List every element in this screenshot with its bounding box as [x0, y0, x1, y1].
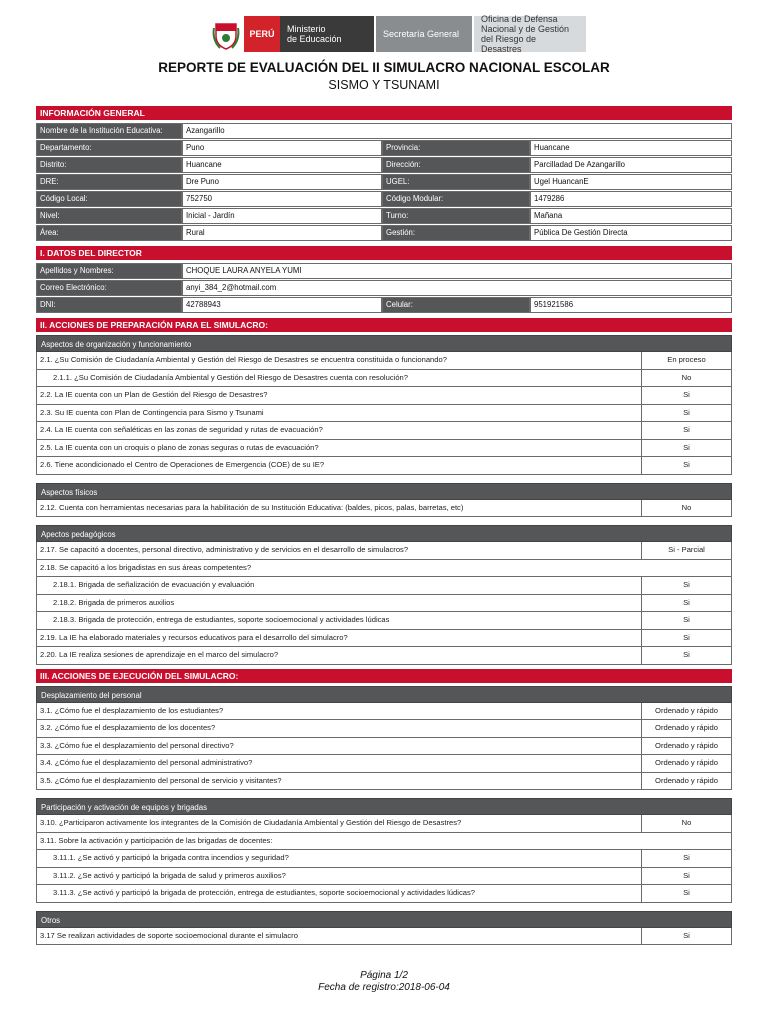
field-label: Código Local: — [36, 191, 182, 207]
answer-value: Si — [641, 850, 731, 867]
question-text: 3.3. ¿Cómo fue el desplazamiento del personal directivo? — [40, 740, 234, 750]
director-row-dni — [36, 297, 732, 313]
field-value: Puno — [182, 140, 382, 156]
field-value: Huancane — [182, 157, 382, 173]
question-row — [36, 720, 732, 738]
question-row — [36, 850, 732, 868]
question-row — [36, 738, 732, 756]
field-value: Dre Puno — [182, 174, 382, 190]
question-text: 2.6. Tiene acondicionado el Centro de Operaciones de Emergencia (COE) de su IE? — [40, 460, 325, 469]
answer-value: Si — [641, 630, 731, 647]
answer-value: Si - Parcial — [641, 542, 731, 559]
field-value: Inicial - Jardín — [182, 208, 382, 224]
section-heading-director: I. DATOS DEL DIRECTOR — [36, 246, 732, 260]
report-subtitle: SISMO Y TSUNAMI — [328, 78, 440, 92]
question-text: 3.1. ¿Cómo fue el desplazamiento de los estudiantes? — [40, 705, 224, 715]
field-value: 752750 — [182, 191, 382, 207]
subsection-heading: Otros — [36, 911, 732, 928]
question-text: 3.2. ¿Cómo fue el desplazamiento de los docentes? — [40, 723, 216, 732]
field-label: DNI: — [36, 297, 182, 313]
report-title: REPORTE DE EVALUACIÓN DEL II SIMULACRO NACIONAL ESCOLAR — [158, 60, 610, 75]
block-fis — [36, 483, 732, 518]
field-value: Pública De Gestión Directa — [530, 225, 732, 241]
question-row — [36, 422, 732, 440]
question-text: 3.10. ¿Participaron activamente los integrantes de la Comisión de Ciudadanía Ambiental y Gestión del Riesgo de Desastres? — [40, 818, 462, 827]
subsection-heading: Desplazamiento del personal — [36, 686, 732, 703]
question-text: 2.18.3. Brigada de protección, entrega de estudiantes, soporte socioemocional y actividades lúdicas — [53, 615, 390, 624]
subsection-heading: Aspectos de organización y funcionamiento — [36, 335, 732, 352]
question-text: 2.19. La IE ha elaborado materiales y recursos educativos para el desarrollo del simulacro? — [40, 632, 348, 642]
question-row — [36, 868, 732, 886]
director-row-email — [36, 280, 732, 296]
field-value: Huancane — [530, 140, 732, 156]
subsection-heading: Participación y activación de equipos y brigadas — [36, 798, 732, 815]
section-heading-exec: III. ACCIONES DE EJECUCIÓN DEL SIMULACRO: — [36, 669, 732, 683]
question-text: 2.20. La IE realiza sesiones de aprendizaje en el marco del simulacro? — [40, 650, 279, 659]
answer-value: Si — [641, 868, 731, 885]
answer-value: Si — [641, 577, 731, 594]
block-otros — [36, 911, 732, 946]
answer-value: No — [641, 370, 731, 387]
answer-value: Ordenado y rápido — [641, 703, 731, 720]
coat-of-arms-icon — [208, 16, 244, 52]
answer-value: Si — [641, 422, 731, 439]
registration-date: Fecha de registro:2018-06-04 — [318, 981, 450, 993]
question-row — [36, 815, 732, 833]
question-row — [36, 352, 732, 370]
section-heading-prep: II. ACCIONES DE PREPARACIÓN PARA EL SIMULACRO: — [36, 318, 732, 332]
question-row — [36, 595, 732, 613]
question-text: 2.1.1. ¿Su Comisión de Ciudadanía Ambiental y Gestión del Riesgo de Desastres cuenta con resolución? — [53, 372, 409, 382]
field-value: 1479286 — [530, 191, 732, 207]
question-text: 2.3. Su IE cuenta con Plan de Contingencia para Sismo y Tsunami — [40, 407, 264, 417]
answer-value: Si — [641, 647, 731, 664]
answer-value: No — [641, 815, 731, 832]
page-number: Página 1/2 — [360, 970, 408, 981]
question-text: 3.11. Sobre la activación y participación de las brigadas de docentes: — [40, 835, 273, 845]
info-row — [36, 140, 732, 156]
field-value: 951921586 — [530, 297, 732, 313]
answer-value: Si — [641, 440, 731, 457]
question-text: 3.11.3. ¿Se activó y participó la brigada de protección, entrega de estudiantes, soporte socioemocional y actividades lúdicas? — [53, 888, 475, 897]
field-label: Correo Electrónico: — [36, 280, 182, 296]
answer-value: En proceso — [641, 352, 731, 369]
answer-value: Si — [641, 457, 731, 474]
question-text: 2.4. La IE cuenta con señaléticas en las zonas de seguridad y rutas de evacuación? — [40, 425, 323, 434]
section-heading-info: INFORMACIÓN GENERAL — [36, 106, 732, 120]
subsection-heading: Apectos pedagógicos — [36, 525, 732, 542]
field-label: Departamento: — [36, 140, 182, 156]
field-label: Dirección: — [382, 157, 530, 173]
info-row — [36, 208, 732, 224]
question-row — [36, 560, 732, 578]
ministerio-logo: Ministerio de Educación — [280, 16, 374, 52]
field-value: Azangarillo — [182, 123, 732, 139]
question-row — [36, 612, 732, 630]
field-value: 42788943 — [182, 297, 382, 313]
question-text: 3.4. ¿Cómo fue el desplazamiento del personal administrativo? — [40, 758, 253, 767]
question-text: 2.18.1. Brigada de señalización de evacuación y evaluación — [53, 580, 255, 589]
field-label: Turno: — [382, 208, 530, 224]
field-value: anyi_384_2@hotmail.com — [182, 280, 732, 296]
page-footer — [0, 970, 768, 993]
field-label: Nombre de la Institución Educativa: — [36, 123, 182, 139]
field-value: Ugel HuancanE — [530, 174, 732, 190]
odenaged-logo: Oficina de Defensa Nacional y de Gestión del Riesgo de Desastres — [474, 16, 586, 52]
info-rows — [36, 140, 732, 241]
question-row — [36, 885, 732, 903]
answer-value: Si — [641, 595, 731, 612]
question-row — [36, 928, 732, 946]
answer-value: Si — [641, 612, 731, 629]
question-row — [36, 387, 732, 405]
question-text: 3.5. ¿Cómo fue el desplazamiento del personal de servicio y visitantes? — [40, 775, 282, 785]
block-desp — [36, 686, 732, 791]
subsection-heading: Aspectos físicos — [36, 483, 732, 500]
block-ped — [36, 525, 732, 665]
question-row — [36, 630, 732, 648]
answer-value: Ordenado y rápido — [641, 773, 731, 790]
block-part — [36, 798, 732, 903]
field-label: DRE: — [36, 174, 182, 190]
question-text: 2.18. Se capacitó a los brigadistas en sus áreas competentes? — [40, 562, 252, 572]
field-label: Provincia: — [382, 140, 530, 156]
field-label: Celular: — [382, 297, 530, 313]
field-value: CHOQUE LAURA ANYELA YUMI — [182, 263, 732, 279]
question-row — [36, 440, 732, 458]
answer-value: Si — [641, 405, 731, 422]
question-text: 3.11.2. ¿Se activó y participó la brigada de salud y primeros auxilios? — [53, 870, 286, 880]
answer-value: Ordenado y rápido — [641, 755, 731, 772]
field-label: Nivel: — [36, 208, 182, 224]
field-label: Código Modular: — [382, 191, 530, 207]
info-row — [36, 157, 732, 173]
answer-value: Si — [641, 387, 731, 404]
field-value: Mañana — [530, 208, 732, 224]
info-row — [36, 191, 732, 207]
field-value: Rural — [182, 225, 382, 241]
question-row — [36, 457, 732, 475]
answer-value: Ordenado y rápido — [641, 738, 731, 755]
report-body — [36, 106, 732, 953]
question-row — [36, 755, 732, 773]
director-row-name — [36, 263, 732, 279]
answer-value: No — [641, 500, 731, 517]
info-row — [36, 174, 732, 190]
question-text: 2.5. La IE cuenta con un croquis o plano de zonas seguras o rutas de evacuación? — [40, 442, 319, 452]
question-text: 2.12. Cuenta con herramientas necesarias para la habilitación de su Institución Educativa: (baldes, picos, palas, barretas, etc) — [40, 502, 464, 512]
question-text: 3.17 Se realizan actividades de soporte socioemocional durante el simulacro — [40, 930, 298, 940]
question-row — [36, 542, 732, 560]
block-org — [36, 335, 732, 475]
answer-value: Ordenado y rápido — [641, 720, 731, 737]
header-logos — [208, 16, 586, 52]
field-label: Gestión: — [382, 225, 530, 241]
question-row — [36, 833, 732, 851]
info-row — [36, 225, 732, 241]
field-label: UGEL: — [382, 174, 530, 190]
question-row — [36, 405, 732, 423]
question-row — [36, 370, 732, 388]
question-text: 2.17. Se capacitó a docentes, personal directivo, administrativo y de servicios en el desarrollo de simulacros? — [40, 545, 409, 554]
question-row — [36, 773, 732, 791]
peru-logo: PERÚ — [244, 16, 280, 52]
question-text: 2.1. ¿Su Comisión de Ciudadanía Ambiental y Gestión del Riesgo de Desastres se encuentra constituida o funcionando? — [40, 355, 447, 364]
answer-value: Si — [641, 928, 731, 945]
field-value: Parcilladad De Azangarillo — [530, 157, 732, 173]
question-text: 3.11.1. ¿Se activó y participó la brigada contra incendios y seguridad? — [53, 853, 289, 862]
question-row — [36, 577, 732, 595]
secretaria-logo: Secretaría General — [376, 16, 472, 52]
answer-value: Si — [641, 885, 731, 902]
question-text: 2.18.2. Brigada de primeros auxilios — [53, 597, 175, 607]
question-row — [36, 500, 732, 518]
question-row — [36, 703, 732, 721]
field-label: Área: — [36, 225, 182, 241]
question-text: 2.2. La IE cuenta con un Plan de Gestión del Riesgo de Desastres? — [40, 390, 268, 399]
field-label: Distrito: — [36, 157, 182, 173]
field-label: Apellidos y Nombres: — [36, 263, 182, 279]
info-row-ie — [36, 123, 732, 139]
question-row — [36, 647, 732, 665]
